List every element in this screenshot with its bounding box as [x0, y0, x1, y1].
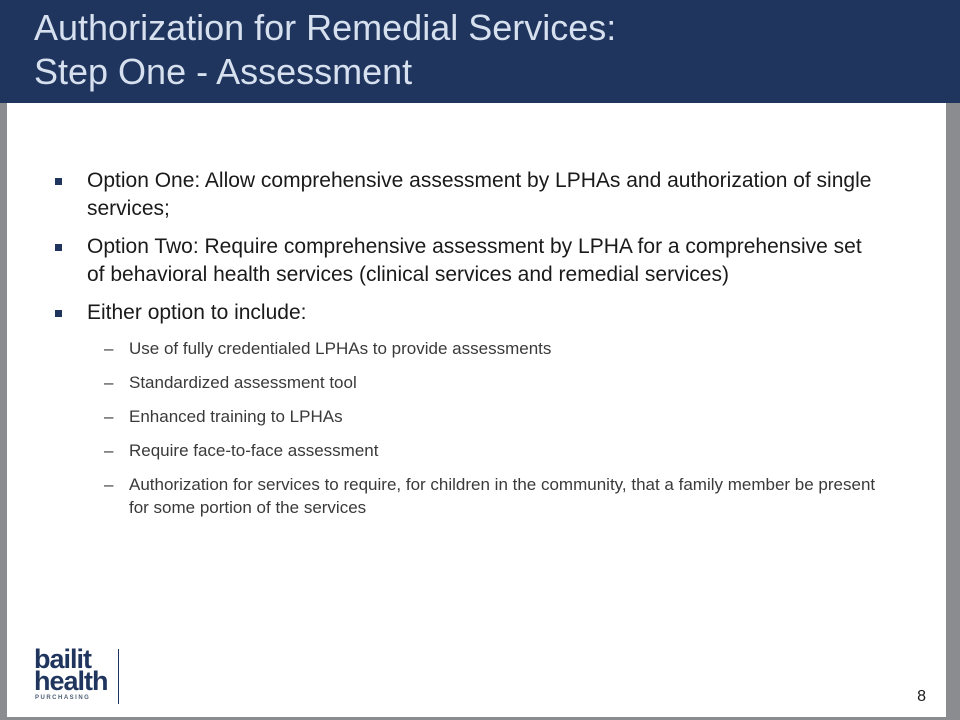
sub-bullet-text: Use of fully credentialed LPHAs to provide assessments	[129, 339, 552, 358]
content-area	[52, 167, 882, 530]
square-bullet-icon	[55, 310, 62, 317]
logo-divider	[118, 649, 119, 704]
square-bullet-icon	[55, 178, 62, 185]
sub-bullet-enhanced-training	[52, 405, 882, 428]
title-bar	[0, 0, 960, 103]
logo-text-purchasing: PURCHASING	[35, 695, 91, 701]
bullet-either-option	[52, 299, 882, 327]
dash-marker: –	[104, 441, 114, 460]
bullet-option-one	[52, 167, 882, 223]
sub-bullet-text: Require face-to-face assessment	[129, 441, 379, 460]
dash-marker: –	[104, 373, 114, 392]
frame-right-border	[946, 103, 960, 720]
slide-title	[34, 6, 616, 94]
logo-text-health: health	[34, 666, 108, 696]
slide-title-line-1: Authorization for Remedial Services:	[34, 7, 617, 48]
sub-bullet-assessment-tool	[52, 371, 882, 394]
sub-bullet-family-member	[52, 473, 882, 519]
bullet-text: Option Two: Require comprehensive assessment by LPHA for a comprehensive set of behavioral health services (clinical services and remedial services)	[87, 235, 862, 286]
bullet-text: Option One: Allow comprehensive assessment by LPHAs and authorization of single services;	[87, 169, 872, 220]
bullet-option-two	[52, 233, 882, 289]
page-number: 8	[917, 688, 926, 705]
dash-marker: –	[104, 407, 114, 426]
sub-bullet-face-to-face	[52, 439, 882, 462]
dash-marker: –	[104, 339, 114, 358]
dash-marker: –	[104, 475, 114, 494]
sub-bullet-text: Authorization for services to require, for children in the community, that a family member be present for some portion of the services	[129, 475, 876, 517]
logo-text-bailit: bailit	[34, 644, 92, 674]
sub-bullet-text: Enhanced training to LPHAs	[129, 407, 343, 426]
bailit-health-logo	[34, 644, 134, 707]
sub-bullet-text: Standardized assessment tool	[129, 373, 357, 392]
frame-left-border	[0, 103, 7, 720]
bullet-text: Either option to include:	[87, 301, 307, 324]
slide-title-line-2: Step One - Assessment	[34, 51, 413, 92]
square-bullet-icon	[55, 244, 62, 251]
sub-bullet-credentialed-lphas	[52, 337, 882, 360]
